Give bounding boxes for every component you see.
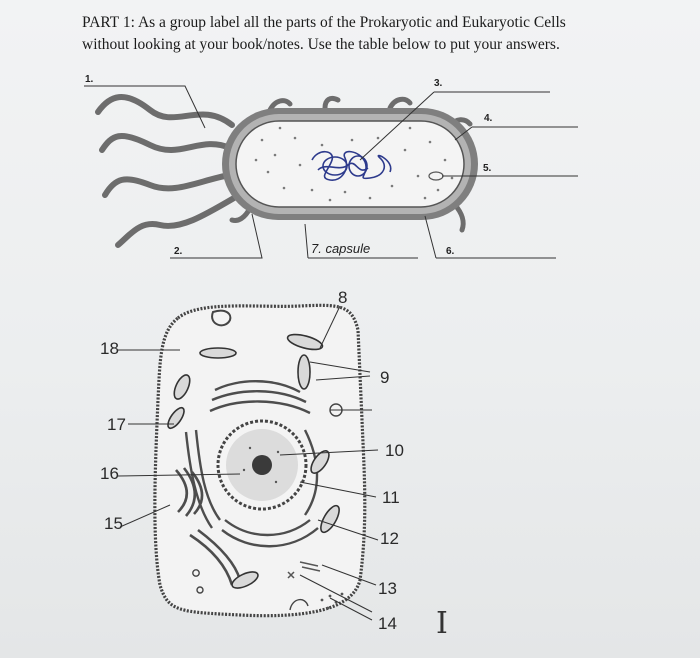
label-5: 5. [483,163,492,174]
nucleolus [252,455,272,475]
label-14: 14 [378,614,397,633]
label-3: 3. [434,78,443,89]
label-7-capsule: 7. capsule [311,241,371,256]
label-8: 8 [338,288,348,307]
label-17: 17 [107,415,126,434]
label-9: 9 [380,368,390,387]
label-11: 11 [382,488,400,507]
label-18: 18 [100,339,119,358]
label-15: 15 [104,514,123,533]
vacuole [212,311,230,326]
instruction-line-2: without looking at your book/notes. Use the table below to put your answers. [82,36,560,53]
label-16: 16 [100,464,119,483]
label-13: 13 [378,579,397,598]
label-4: 4. [484,113,493,124]
text-cursor-icon: I [436,606,448,641]
instruction-line-1: PART 1: As a group label all the parts of the Prokaryotic and Eukaryotic Cells [82,14,566,31]
label-2: 2. [174,246,183,257]
label-10: 10 [385,441,404,460]
label-1: 1. [85,74,94,85]
label-6: 6. [446,246,455,257]
label-12: 12 [380,529,399,548]
